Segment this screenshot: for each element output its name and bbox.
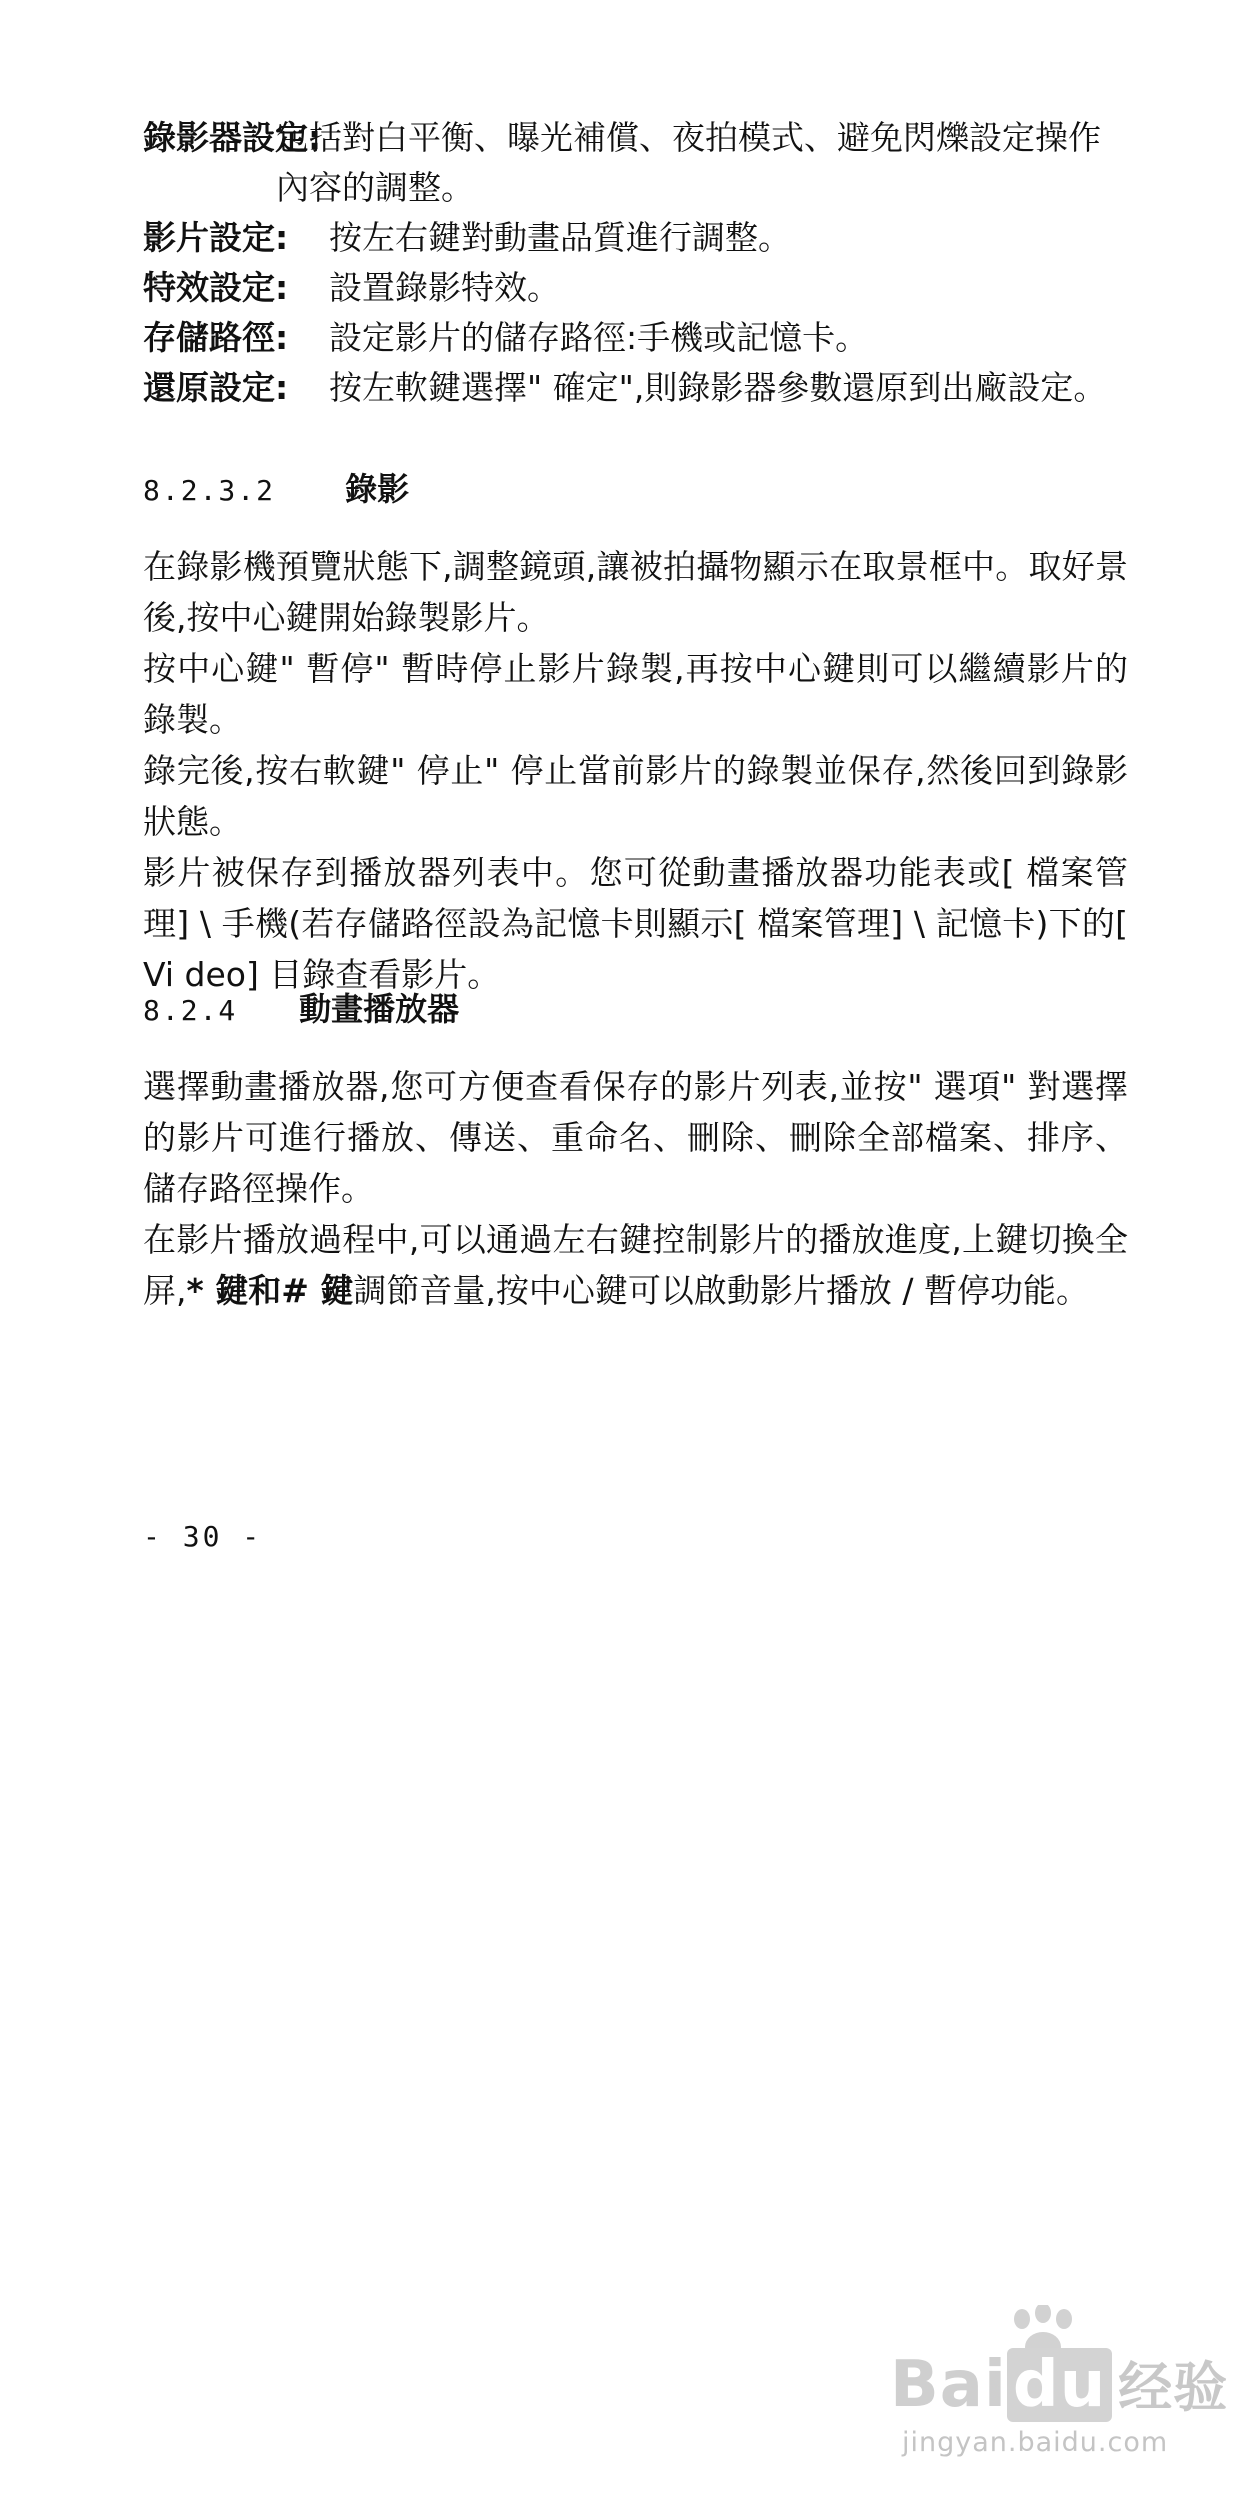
section-number: 8.2.4 — [143, 994, 238, 1027]
settings-definition-list — [143, 113, 1123, 413]
paragraph-text: 在影片播放過程中,可以通過左右鍵控制影片的播放進度,上鍵切換全屏, — [143, 1220, 1128, 1310]
section-body-8232 — [143, 541, 1128, 1000]
paragraph: 選擇動畫播放器,您可方便查看保存的影片列表,並按" 選項" 對選擇的影片可進行播放、傳送、重命名、刪除、刪除全部檔案、排序、儲存路徑操作。 — [143, 1067, 1128, 1208]
definition-restore-settings — [143, 363, 1123, 413]
definition-term: 影片設定: — [143, 218, 289, 257]
paragraph: 在錄影機預覽狀態下,調整鏡頭,讓被拍攝物顯示在取景框中。取好景後,按中心鍵開始錄製影片。 — [143, 547, 1128, 637]
definition-recorder-settings — [143, 113, 1123, 213]
paragraph: 錄完後,按右軟鍵" 停止" 停止當前影片的錄製並保存,然後回到錄影狀態。 — [143, 751, 1128, 841]
definition-description: 設定影片的儲存路徑:手機或記憶卡。 — [329, 318, 869, 357]
definition-term: 還原設定: — [143, 368, 289, 407]
page-number: - 30 - — [143, 1520, 263, 1553]
definition-description: 按左軟鍵選擇" 確定",則錄影器參數還原到出廠設定。 — [329, 368, 1107, 407]
definition-effect-settings — [143, 263, 1123, 313]
definition-description: 設置錄影特效。 — [329, 268, 560, 307]
section-body-824 — [143, 1061, 1128, 1316]
paragraph-bold-text: * 鍵和# 鍵 — [186, 1271, 354, 1310]
section-title: 動畫播放器 — [299, 990, 460, 1028]
watermark-url: jingyan.baidu.com — [902, 2427, 1169, 2458]
paragraph-text: 調節音量,按中心鍵可以啟動影片播放 / 暫停功能。 — [353, 1271, 1089, 1310]
definition-description: 按左右鍵對動畫品質進行調整。 — [329, 218, 791, 257]
paragraph: 按中心鍵" 暫停" 暫時停止影片錄製,再按中心鍵則可以繼續影片的錄製。 — [143, 649, 1128, 739]
definition-term: 特效設定: — [143, 268, 289, 307]
definition-term: 錄影器設定: — [143, 118, 322, 157]
logo-text-jingyan: 经验 — [1118, 2356, 1229, 2419]
baidu-jingyan-watermark — [890, 2305, 1229, 2485]
watermark-logo — [890, 2345, 1228, 2422]
section-title: 錄影 — [345, 470, 410, 508]
section-heading-8232 — [143, 466, 409, 514]
paragraph — [143, 1214, 1128, 1316]
definition-term: 存儲路徑: — [143, 318, 289, 357]
definition-video-settings — [143, 213, 1123, 263]
logo-text-du: du — [1007, 2348, 1112, 2422]
section-number: 8.2.3.2 — [143, 474, 276, 507]
logo-text: Bai — [890, 2348, 1007, 2422]
section-heading-824 — [143, 986, 459, 1034]
paragraph: 影片被保存到播放器列表中。您可從動畫播放器功能表或[ 檔案管理] \ 手機(若存儲路徑設為記憶卡則顯示[ 檔案管理] \ 記憶卡)下的[ Vi deo] 目錄查看影片。 — [143, 853, 1128, 994]
definition-description: 包括對白平衡、曝光補償、夜拍模式、避免閃爍設定操作內容的調整。 — [276, 118, 1101, 207]
definition-storage-path — [143, 313, 1123, 363]
